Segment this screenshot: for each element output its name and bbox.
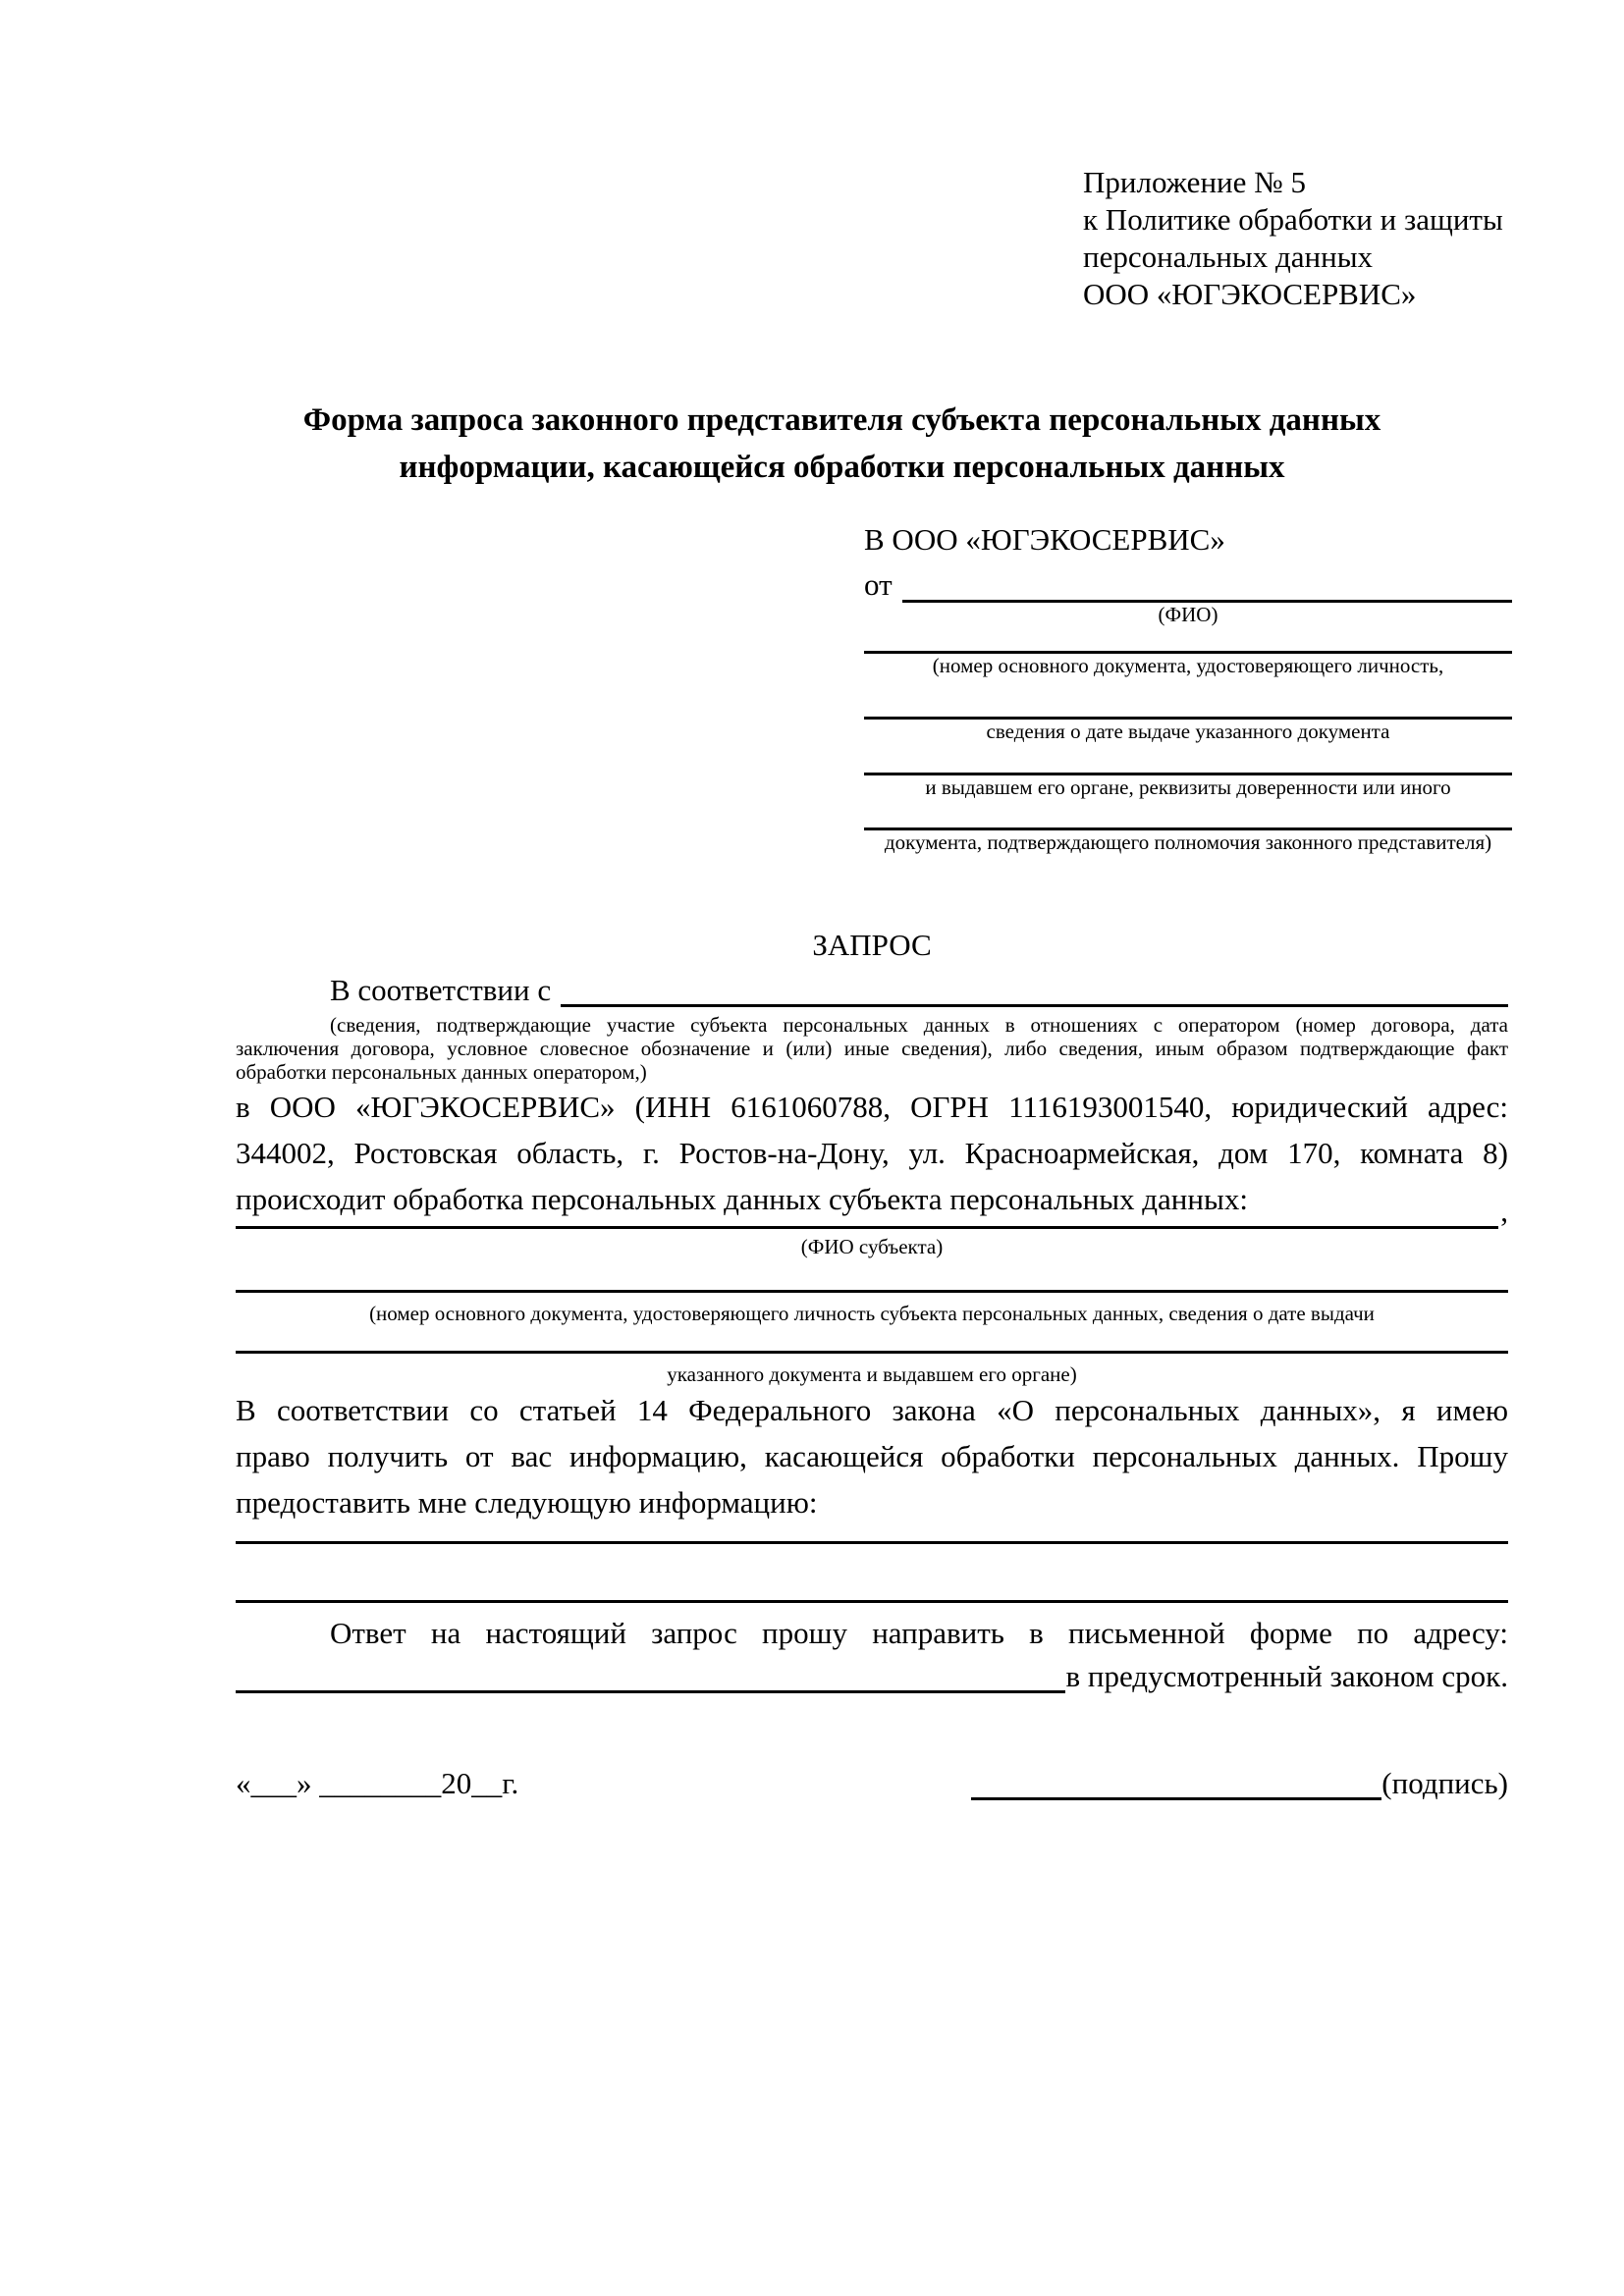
representative-doc-blank-line-3 [864,744,1512,775]
law-paragraph [236,1387,1508,1525]
law-paragraph-line: право получить от вас информацию, касающейся обработки персональных данных. Прошу [236,1439,1508,1473]
law-paragraph-line: предоставить мне следующую информацию: [236,1485,818,1520]
representative-fio-blank-line [902,569,1512,603]
subject-doc-caption-1: (номер основного документа, удостоверяющего личность субъекта персональных данных, сведения о дате выдачи [369,1302,1375,1325]
appendix-line: к Политике обработки и защиты [1083,202,1503,237]
representative-doc-blank-line-2 [864,678,1512,720]
request-heading: ЗАПРОС [812,928,932,962]
basis-label: В соответствии с [330,973,552,1007]
document-title [176,397,1508,491]
operator-paragraph-line: 344002, Ростовская область, г. Ростов-на-Дону, ул. Красноармейская, дом 170, комната 8) [236,1136,1508,1170]
basis-caption-line: (сведения, подтверждающие участие субъекта персональных данных в отношениях с оператором (номер договора, дата [330,1013,1508,1037]
addressee-block [864,521,1512,855]
representative-doc-blank-line-1 [864,627,1512,654]
information-blank-line-1 [236,1515,1508,1544]
address-row [236,1660,1508,1693]
subject-doc-blank-line-2 [236,1324,1508,1354]
subject-fio-row [236,1194,1508,1229]
appendix-line: персональных данных [1083,240,1374,274]
document-title-line: Форма запроса законного представителя субъекта персональных данных [302,402,1381,438]
subject-fio-caption: (ФИО субъекта) [800,1235,944,1258]
addressee-to: В ООО «ЮГЭКОСЕРВИС» [864,522,1225,557]
signature-group [971,1767,1508,1800]
appendix-line: Приложение № 5 [1083,165,1306,199]
basis-caption-line: обработки персональных данных оператором,) [236,1060,647,1084]
signature-blank-line [971,1767,1381,1800]
subject-doc-caption-2: указанного документа и выдавшем его органе) [667,1362,1077,1386]
document-title-line: информации, касающейся обработки персональных данных [399,450,1285,485]
address-blank-line [236,1660,1065,1693]
subject-fio-comma: , [1500,1194,1508,1228]
appendix-header [1083,164,1544,313]
fio-caption: (ФИО) [1158,603,1218,626]
operator-paragraph-line: происходит обработка персональных данных субъекта персональных данных: [236,1182,1248,1216]
from-row [864,565,1512,603]
basis-caption [236,1013,1508,1084]
from-label: от [864,567,893,602]
representative-doc-blank-line-4 [864,800,1512,830]
basis-blank-line [561,974,1508,1007]
law-paragraph-line: В соответствии со статьей 14 Федерального закона «О персональных данных», я имею [236,1393,1508,1427]
reply-paragraph: Ответ на настоящий запрос прошу направить в письменной форме по адресу: [330,1616,1508,1650]
subject-doc-blank-line-1 [236,1263,1508,1293]
basis-caption-line: заключения договора, условное словесное обозначение и (или) иные сведения), либо сведения, иным образом подтверждающие факт [236,1037,1508,1060]
representative-doc-caption-3: и выдавшем его органе, реквизиты доверенности или иного [925,775,1451,799]
basis-row [236,974,1508,1007]
footer-row [236,1767,1508,1800]
representative-doc-caption-2: сведения о дате выдаче указанного документа [986,720,1390,743]
operator-paragraph-line: в ООО «ЮГЭКОСЕРВИС» (ИНН 6161060788, ОГРН 1116193001540, юридический адрес: [236,1090,1508,1124]
date-blank: «___» ________20__г. [236,1766,519,1800]
appendix-line: ООО «ЮГЭКОСЕРВИС» [1083,277,1417,311]
subject-fio-blank-line [236,1194,1498,1229]
information-blank-line-2 [236,1574,1508,1603]
representative-doc-caption-1: (номер основного документа, удостоверяющего личность, [932,654,1444,677]
reply-suffix: в предусмотренный законом срок. [1065,1659,1508,1693]
representative-doc-caption-4: документа, подтверждающего полномочия законного представителя) [884,830,1492,854]
signature-caption: (подпись) [1381,1766,1508,1800]
